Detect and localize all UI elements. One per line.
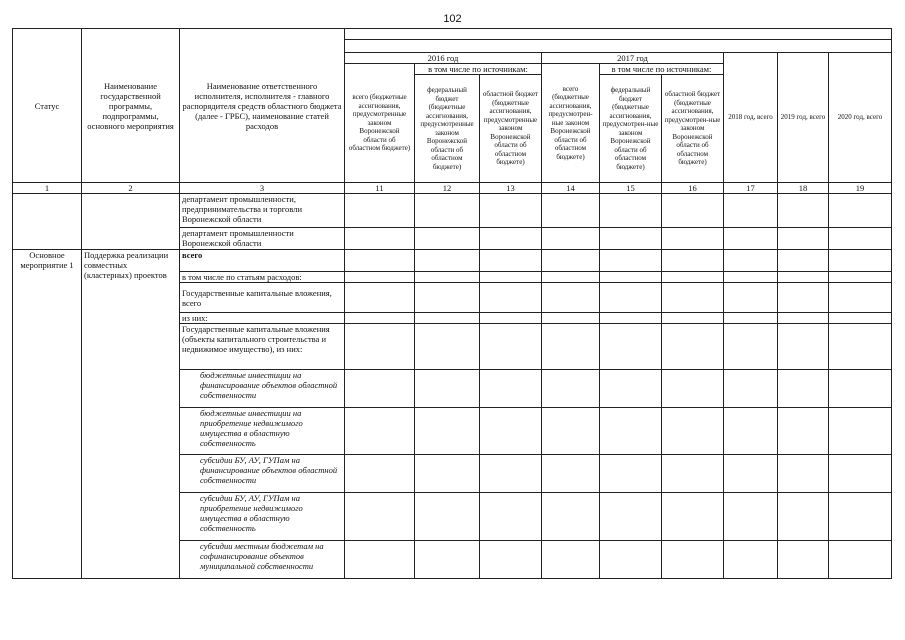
row-dept-1: департамент промышленности, предпринимательства и торговли Воронежской области xyxy=(180,194,345,228)
row-investments-1: бюджетные инвестиции на финансирование объектов областной собственности xyxy=(180,370,345,408)
cell-status-main: Основное мероприятие 1 xyxy=(13,250,82,579)
header-by-sources-2017: в том числе по источникам: xyxy=(600,64,724,75)
header-federal-2017: федеральный бюджет (бюджетные ассигнования, предусмотрен-ные законом Воронежской области об областном бюджете) xyxy=(600,75,662,183)
colnum-17: 17 xyxy=(724,183,778,194)
header-federal-2016: федеральный бюджет (бюджетные ассигнования, предусмотренные законом Воронежской области об областном бюджете) xyxy=(415,75,480,183)
cell-status-empty xyxy=(13,194,82,250)
row-capital: Государственные капитальные вложения, всего xyxy=(180,283,345,313)
colnum-3: 3 xyxy=(180,183,345,194)
header-total-2016: всего (бюджетные ассигнования, предусмотренные законом Воронежской области об областном бюджете) xyxy=(345,64,415,183)
header-blank-strip-1 xyxy=(345,29,892,40)
table-row xyxy=(13,250,892,272)
row-investments-2: бюджетные инвестиции на приобретение недвижимого имущества в областную собственность xyxy=(180,408,345,455)
row-of-them: из них: xyxy=(180,313,345,324)
cell-program-empty xyxy=(82,194,180,250)
header-executor: Наименование ответственного исполнителя, исполнителя - главного распорядителя средств областного бюджета (далее - ГРБС), наименование статей расходов xyxy=(180,29,345,183)
header-status: Статус xyxy=(13,29,82,183)
header-2018: 2018 год, всего xyxy=(724,53,778,183)
colnum-18: 18 xyxy=(778,183,829,194)
header-regional-2017: областной бюджет (бюджетные ассигнования, предусмотрен-ные законом Воронежской области об областном бюджете) xyxy=(662,75,724,183)
colnum-13: 13 xyxy=(480,183,542,194)
colnum-11: 11 xyxy=(345,183,415,194)
row-total: всего xyxy=(180,250,345,272)
colnum-2: 2 xyxy=(82,183,180,194)
row-capital-objects: Государственные капитальные вложения (объекты капитального строительства и недвижимое имущество), из них: xyxy=(180,324,345,370)
header-blank-strip-2 xyxy=(345,40,892,53)
colnum-19: 19 xyxy=(829,183,892,194)
row-subsidies-2: субсидии БУ, АУ, ГУПам на приобретение недвижимого имущества в областную собственность xyxy=(180,493,345,541)
colnum-15: 15 xyxy=(600,183,662,194)
table-row xyxy=(13,194,892,228)
page-number: 102 xyxy=(443,13,462,25)
header-total-2017: всего (бюджетные ассигнования, предусмотрен-ные законом Воронежской области об областном бюджете) xyxy=(542,64,600,183)
header-year-2016: 2016 год xyxy=(345,53,542,64)
header-2019: 2019 год, всего xyxy=(778,53,829,183)
row-dept-2: департамент промышленности Воронежской области xyxy=(180,228,345,250)
header-program: Наименование государственной программы, подпрограммы, основного мероприятия xyxy=(82,29,180,183)
header-2020: 2020 год, всего xyxy=(829,53,892,183)
header-by-sources-2016: в том числе по источникам: xyxy=(415,64,542,75)
row-subsidies-3: субсидии местным бюджетам на софинансирование объектов муниципальной собственности xyxy=(180,541,345,579)
header-regional-2016: областной бюджет (бюджетные ассигнования, предусмотренные законом Воронежской области об областном бюджете) xyxy=(480,75,542,183)
row-by-articles: в том числе по статьям расходов: xyxy=(180,272,345,283)
colnum-1: 1 xyxy=(13,183,82,194)
colnum-14: 14 xyxy=(542,183,600,194)
budget-table xyxy=(12,28,892,579)
cell-program-name: Поддержка реализации совместных (кластерных) проектов xyxy=(82,250,180,579)
colnum-12: 12 xyxy=(415,183,480,194)
header-year-2017: 2017 год xyxy=(542,53,724,64)
colnum-16: 16 xyxy=(662,183,724,194)
row-subsidies-1: субсидии БУ, АУ, ГУПам на финансирование объектов областной собственности xyxy=(180,455,345,493)
